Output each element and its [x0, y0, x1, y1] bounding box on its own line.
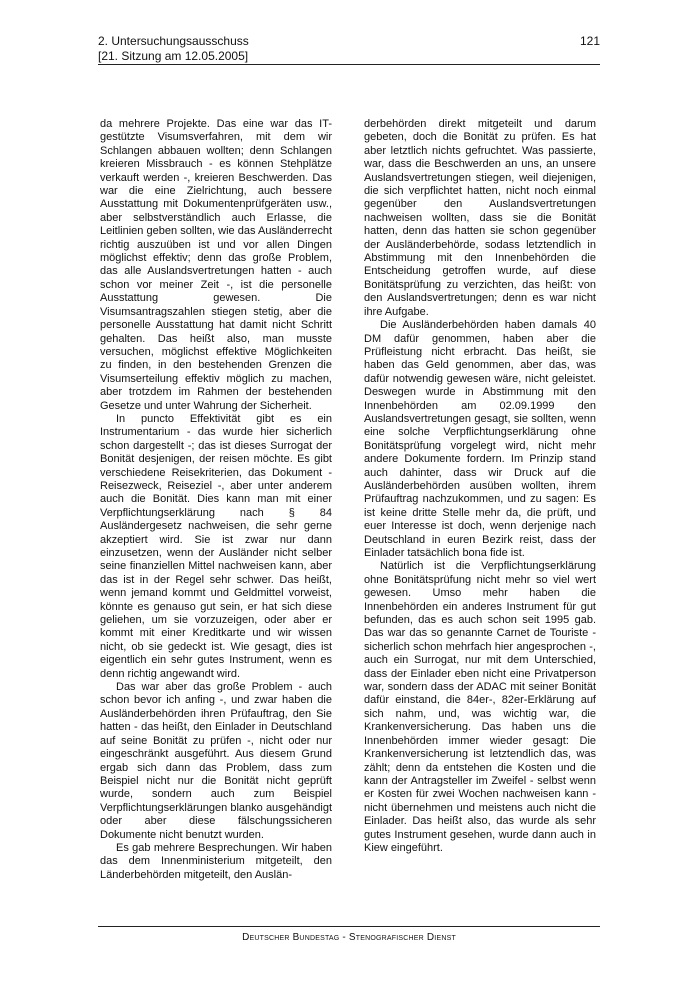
paragraph: Die Ausländerbehörden haben damals 40 DM dafür genommen, haben aber die Prüfleistung nicht erbracht. Das heißt, sie haben das Geld genommen, aber das, was dafür notwendig gewesen wäre, nicht geleistet. Deswegen wurde in Abstimmung mit den Innenbehörden am 02.09.1999 den Auslandsvertretungen gesagt, sie sollten, wenn eine solche Verpflichtungserklärung ohne Bonitätsprüfung vorgelegt wird, nicht mehr andere Dokumente fordern. Im Prinzip stand auch dahinter, dass wir Druck auf die Ausländerbehörden ausüben wollten, ihrem Prüfauftrag nachzukommen, und zu sagen: Es ist keine dritte Stelle mehr da, die prüft, und euer Interesse ist doch, wenn derjenige nach Deutschland in euren Bezirk reist, dass der Einlader tatsächlich bona fide ist.	[364, 319, 596, 559]
page-footer: Deutscher Bundestag - Stenografischer Dienst	[242, 932, 456, 943]
paragraph: derbehörden direkt mitgeteilt und darum gebeten, doch die Bonität zu prüfen. Es hat aber letztlich nichts gefruchtet. Was passierte, war, dass die Beschwerden an uns, an unsere Auslandsvertretungen stiegen, weil diejenigen, die sich verpflichtet hatten, nicht noch einmal gegenüber den Auslandsvertretungen nachweisen wollten, dass sie die Bonität hatten, denn das hatten sie schon gegenüber der Ausländerbehörde, sodass letztendlich in Abstimmung mit den Innenbehörden die Entscheidung getroffen wurde, auf diese Bonitätsprüfung zu verzichten, das heißt: von den Auslandsvertretungen; denn es war nicht ihre Aufgabe.	[364, 118, 596, 318]
header-divider	[98, 64, 600, 65]
page-number: 121	[579, 34, 600, 48]
footer-divider	[98, 926, 600, 927]
paragraph: Das war aber das große Problem - auch schon bevor ich anfing -, und zwar haben die Ausländerbehörden ihren Prüfauftrag, den Sie hatten - das heißt, den Einlader in Deutschland auf seine Bonität zu prüfen -, nicht oder nur eingeschränkt ausgeführt. Aus diesem Grund ergab sich dann das Problem, dass zum Beispiel nicht nur die Bonität nicht geprüft wurde, sondern auch zum Beispiel Verpflichtungserklärungen blanko ausgehändigt oder aber diese fälschungssicheren Dokumente nicht benutzt wurden.	[100, 681, 332, 841]
paragraph: da mehrere Projekte. Das eine war das IT-gestützte Visumsverfahren, mit dem wir Schlangen abbauen wollten; denn Schlangen kreieren Missbrauch - es können Stehplätze verkauft werden -, kreieren Beschwerden. Das war die eine Zielrichtung, auch bessere Ausstattung mit Dokumentenprüfgeräten usw., aber selbstverständlich auch Erlasse, die Leitlinien geben sollten, wie das Ausländerrecht richtig auszuüben ist und vor allen Dingen möglichst effektiv; denn das große Problem, das alle Auslandsvertretungen hatten - auch schon vor meiner Zeit -, ist die personelle Ausstattung gewesen. Die Visumsantragszahlen stiegen stetig, aber die personelle Ausstattung hat damit nicht Schritt gehalten. Das heißt also, man musste versuchen, möglichst effektive Möglichkeiten zu finden, in den bestehenden Grenzen die Visumserteilung effektiv möglich zu machen, aber trotzdem im Rahmen der bestehenden Gesetze und unter Wahrung der Sicherheit.	[100, 118, 332, 412]
paragraph: Es gab mehrere Besprechungen. Wir haben das dem Innenministerium mitgeteilt, den Länderbehörden mitgeteilt, den Auslän-	[100, 841, 332, 881]
right-text-column	[364, 118, 596, 855]
header-committee-title: 2. Untersuchungsausschuss	[98, 34, 249, 48]
left-text-column	[100, 118, 332, 882]
paragraph: Natürlich ist die Verpflichtungserklärung ohne Bonitätsprüfung nicht mehr so viel wert gewesen. Umso mehr haben die Innenbehörden ein anderes Instrument für gut befunden, das es auch schon seit 1995 gab. Das war das so genannte Carnet de Touriste - sicherlich schon mehrfach hier angesprochen -, auch ein Surrogat, nur mit dem Unterschied, dass der Einlader eben nicht eine Privatperson war, sondern dass der ADAC mit seiner Bonität dafür einstand, die 84er-, 82er-Erklärung auf sich nahm, und, was wichtig war, die Krankenversicherung. Das haben uns die Innenbehörden immer wieder gesagt: Die Krankenversicherung ist letztendlich das, was zählt; denn da entstehen die Kosten und die kann der Antragsteller im Zweifel - selbst wenn er Kosten für zwei Wochen nachweisen kann - nicht übernehmen und meistens auch nicht die Einlader. Das heißt also, das wurde als sehr gutes Instrument gesehen, wurde dann auch in Kiew eingeführt.	[364, 560, 596, 854]
header-session-info	[98, 34, 249, 64]
paragraph: In puncto Effektivität gibt es ein Instrumentarium - das wurde hier sicherlich schon dargestellt -; das ist dieses Surrogat der Bonität desjenigen, der reisen möchte. Es gibt verschiedene Reisekriterien, das Dokument - Reisezweck, Reiseziel -, aber unter anderem auch die Bonität. Dies kann man mit einer Verpflichtungserklärung nach § 84 Ausländergesetz nachweisen, die sehr gerne akzeptiert wird. Sie ist zwar nur dann einzusetzen, wenn der Ausländer nicht selber seine finanziellen Mittel nachweisen kann, aber das ist in der Regel sehr schwer. Das heißt, wenn jemand kommt und Geldmittel vorweist, könnte es genauso gut sein, er hat sich diese geliehen, um sie vorzuzeigen, oder aber er kommt mit einer Kreditkarte und wir wissen nicht, ob sie gedeckt ist. Wie gesagt, dies ist eigentlich ein sehr gutes Instrument, wenn es denn richtig angewandt wird.	[100, 412, 332, 680]
header-session-date: [21. Sitzung am 12.05.2005]	[98, 49, 249, 63]
